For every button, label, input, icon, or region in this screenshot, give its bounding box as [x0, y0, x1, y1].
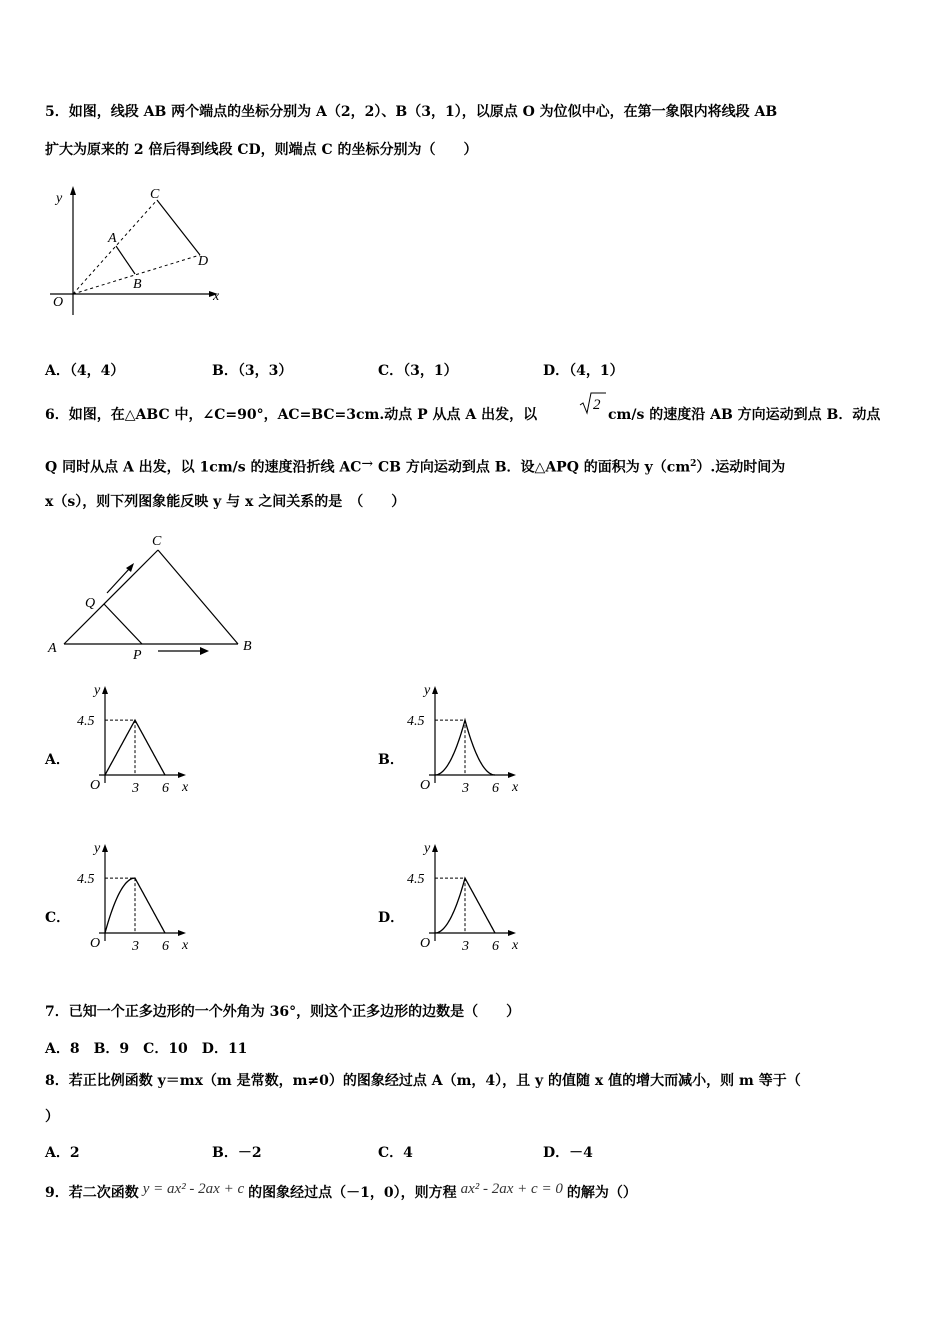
q5-label-b: B [133, 277, 142, 292]
graph-label-x: x [512, 780, 519, 795]
q9-suffix: 的解为（） [566, 1185, 637, 1201]
q6-arrow: → [361, 455, 374, 472]
graph-label-tick-6: 6 [162, 781, 169, 796]
q9-line [45, 1181, 637, 1202]
q5-label-a: A [108, 231, 117, 246]
q5-text-line1: 5．如图，线段 AB 两个端点的坐标分别为 A（2，2）、B（3，1），以原点 O 为位似中心，在第一象限内将线段 AB [45, 104, 778, 120]
q9-formula-equation: ax² - 2ax + c = 0 [460, 1181, 563, 1197]
graph-label-y: y [424, 683, 431, 698]
q9-prefix: 9．若二次函数 [45, 1185, 139, 1201]
q5-option-c[interactable]: C．（3，1） [378, 363, 458, 379]
q5-label-o: O [53, 295, 64, 310]
q5-label-d: D [198, 254, 209, 269]
graph-label-y: y [94, 683, 101, 698]
q6-label-p: P [133, 648, 142, 663]
q6-option-d-graph[interactable] [405, 838, 530, 958]
q6-option-c-letter[interactable]: C． [45, 910, 71, 926]
q7-options[interactable]: A．8 B．9 C．10 D．11 [45, 1041, 248, 1057]
q5-label-x: x [213, 289, 220, 304]
q6-option-d-letter[interactable]: D． [378, 910, 405, 926]
q6-text-line2c: ）.运动时间为 [696, 459, 786, 476]
q5-text-line2: 扩大为原来的 2 倍后得到线段 CD，则端点 C 的坐标分别为（ ） [45, 142, 478, 158]
graph-label-origin: O [420, 778, 431, 793]
x-axis-arrow [178, 772, 186, 778]
q9-middle: 的图象经过点（－1，0），则方程 [248, 1185, 457, 1201]
q9-formula-function: y = ax² - 2ax + c [142, 1181, 245, 1197]
q6-text-line2 [45, 455, 785, 477]
y-axis-arrow [102, 844, 108, 852]
graph-label-tick-6: 6 [492, 781, 499, 796]
graph-label-x: x [182, 938, 189, 953]
q6-option-a-letter[interactable]: A． [45, 752, 70, 768]
q6-label-q: Q [85, 596, 96, 611]
graph-label-x: x [182, 780, 189, 795]
q6-option-c-graph[interactable] [75, 838, 200, 958]
q6-sqrt2-number: 2 [593, 397, 601, 413]
q5-option-d[interactable]: D．（4，1） [543, 363, 624, 379]
graph-label-origin: O [420, 936, 431, 951]
graph-label-tick-3: 3 [132, 939, 139, 954]
q8-option-b[interactable]: B．－2 [212, 1145, 262, 1161]
q6-triangle-figure [40, 528, 270, 663]
q6-label-b: B [243, 639, 252, 654]
q8-option-c[interactable]: C．4 [378, 1145, 413, 1161]
q6-text-line1b: cm/s 的速度沿 AB 方向运动到点 B．动点 [608, 407, 881, 423]
y-axis-arrow [432, 686, 438, 694]
q8-option-d[interactable]: D．－4 [543, 1145, 593, 1161]
q6-text-line2b: CB 方向运动到点 B．设△APQ 的面积为 y（cm [373, 459, 691, 476]
q6-superscript: 2 [690, 459, 697, 469]
graph-label-tick-3: 3 [462, 781, 469, 796]
q8-option-a[interactable]: A．2 [45, 1145, 80, 1161]
graph-label-ymax: 4.5 [77, 872, 95, 888]
q6-text-line1a: 6．如图，在△ABC 中，∠C=90°，AC=BC=3cm.动点 P 从点 A 出发，以 [45, 407, 538, 423]
q6-label-a: A [48, 641, 57, 656]
q6-label-c: C [152, 534, 162, 549]
x-axis-arrow [508, 772, 516, 778]
q5-label-y: y [56, 191, 63, 206]
q6-option-b-graph[interactable] [405, 680, 530, 800]
q7-text: 7．已知一个正多边形的一个外角为 36°，则这个正多边形的边数是（ ） [45, 1004, 521, 1020]
q6-option-b-letter[interactable]: B． [378, 752, 404, 768]
q6-option-a-graph[interactable] [75, 680, 200, 800]
graph-label-ymax: 4.5 [407, 872, 425, 888]
graph-label-y: y [94, 841, 101, 856]
q6-text-line3: x（s），则下列图象能反映 y 与 x 之间关系的是 （ ） [45, 494, 406, 510]
q5-label-c: C [150, 187, 160, 202]
graph-label-ymax: 4.5 [77, 714, 95, 730]
q6-sqrt2 [578, 391, 606, 415]
q8-text-line2: ） [45, 1109, 59, 1125]
graph-label-origin: O [90, 936, 101, 951]
graph-label-ymax: 4.5 [407, 714, 425, 730]
x-axis-arrow [178, 930, 186, 936]
q6-text-line2a: Q 同时从点 A 出发，以 1cm/s 的速度沿折线 AC [45, 459, 362, 476]
q5-figure [40, 180, 240, 330]
q5-option-a[interactable]: A．（4，4） [45, 363, 125, 379]
graph-label-tick-6: 6 [162, 939, 169, 954]
graph-label-origin: O [90, 778, 101, 793]
graph-label-tick-3: 3 [132, 781, 139, 796]
y-axis-arrow [432, 844, 438, 852]
graph-label-tick-3: 3 [462, 939, 469, 954]
q5-option-b[interactable]: B．（3，3） [212, 363, 293, 379]
graph-label-x: x [512, 938, 519, 953]
graph-label-y: y [424, 841, 431, 856]
y-axis-arrow [102, 686, 108, 694]
q8-text-line1: 8．若正比例函数 y＝mx（m 是常数，m≠0）的图象经过点 A（m，4），且 y 的值随 x 值的增大而减小，则 m 等于（ [45, 1073, 801, 1089]
graph-label-tick-6: 6 [492, 939, 499, 954]
x-axis-arrow [508, 930, 516, 936]
